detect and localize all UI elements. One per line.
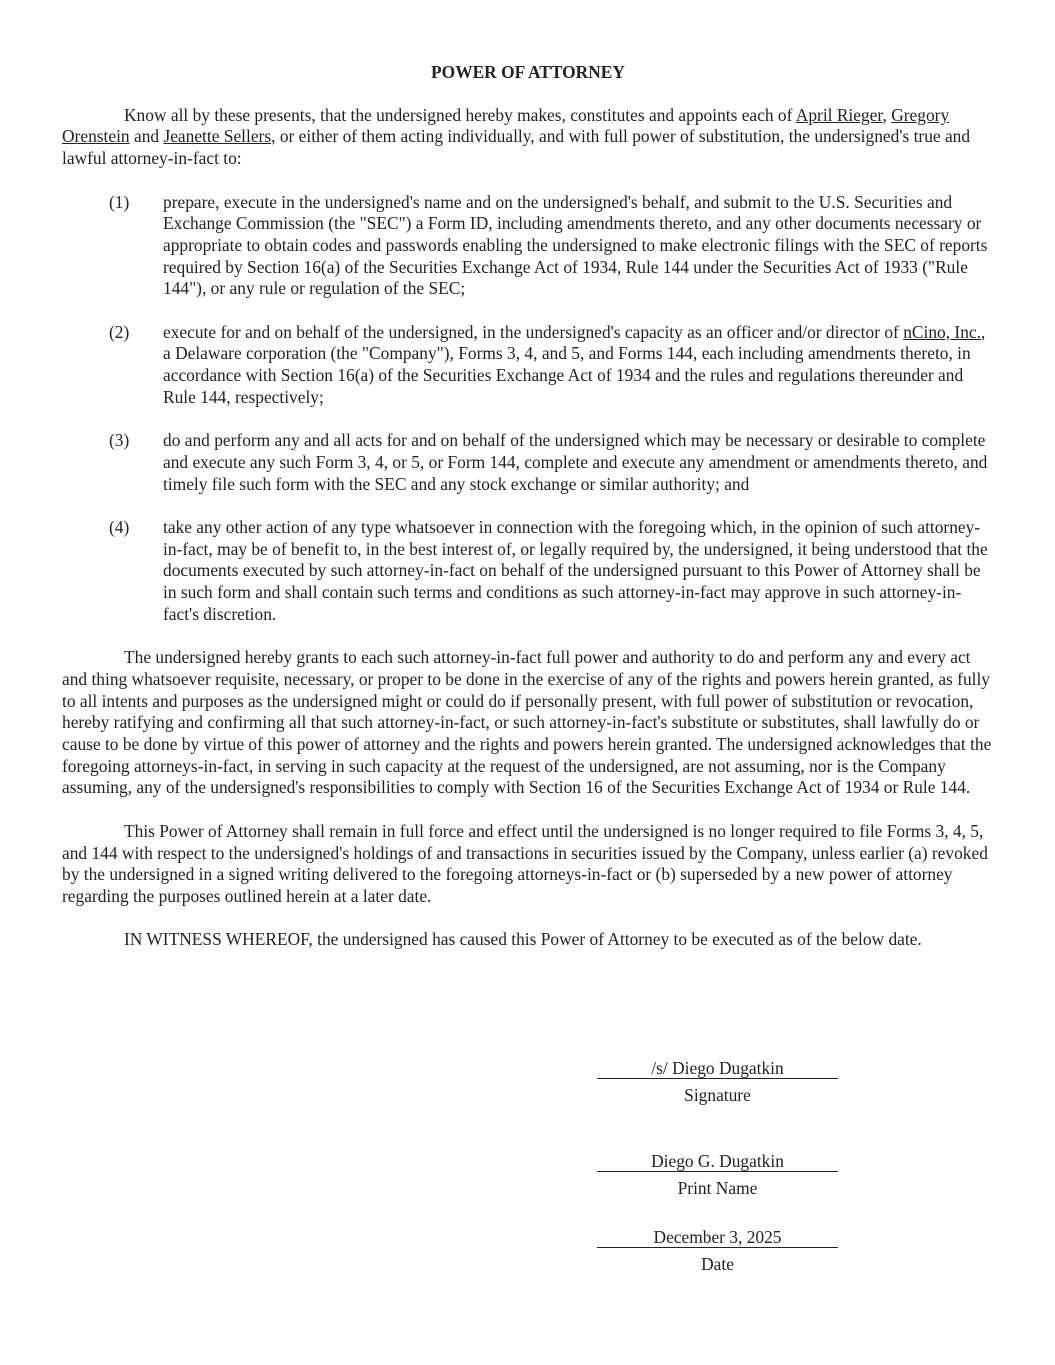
intro-text: , or either of them acting individually, and with full power of substitution, the undersigned's true and lawful attorney-in-fact to: (62, 126, 971, 169)
signature-label: Signature (684, 1085, 751, 1105)
item-text: prepare, execute in the undersigned's name and on the undersigned's behalf, and submit to the U.S. Securities and Exchange Commission (the "SEC") a Form ID, including amendments thereto, and any other documents necessary or appropriate to obtain codes and passwords enabling the undersigned to make electronic filings with the SEC of reports required by Section 16(a) of the Securities Exchange Act of 1934, Rule 144 under the Securities Act of 1933 ("Rule 144"), or any rule or regulation of the SEC; (163, 191, 988, 299)
witness-paragraph: IN WITNESS WHEREOF, the undersigned has caused this Power of Attorney to be executed as of the below date. (124, 929, 922, 950)
document-title: POWER OF ATTORNEY (431, 62, 625, 82)
print-name-block (597, 1151, 838, 1200)
attorney-name: April Rieger (795, 104, 883, 125)
item-text (163, 322, 994, 409)
signature-value: /s/ Diego Dugatkin (597, 1058, 838, 1079)
item-text: do and perform any and all acts for and on behalf of the undersigned which may be necessary or desirable to complete and execute any such Form 3, 4, or 5, or Form 144, complete and execute any amendment or amendments thereto, and timely file such form with the SEC and any stock exchange or similar authority; and (163, 430, 988, 494)
date-label: Date (701, 1254, 734, 1274)
item-text: take any other action of any type whatsoever in connection with the foregoing which, in the opinion of such attorney-in-fact, may be of benefit to, in the best interest of, or legally required by, the undersigned, it being understood that the documents executed by such attorney-in-fact on behalf of the undersigned pursuant to this Power of Attorney shall be in such form and shall contain such terms and conditions as such attorney-in-fact may approve in such attorney-in-fact's discretion. (163, 517, 988, 624)
signature-block (597, 1058, 838, 1107)
company-name: nCino, Inc. (903, 321, 981, 342)
duration-paragraph: This Power of Attorney shall remain in full force and effect until the undersigned is no longer required to file Forms 3, 4, 5, and 144 with respect to the undersigned's holdings of and transactions in securities issued by the Company, unless earlier (a) revoked by the undersigned in a signed writing delivered to the foregoing attorneys-in-fact or (b) superseded by a new power of attorney regarding the purposes outlined herein at a later date. (62, 820, 988, 906)
item-number: (3) (109, 430, 130, 451)
intro-text: , (882, 104, 892, 125)
date-value: December 3, 2025 (597, 1227, 838, 1248)
attorney-name: Jeanette Sellers (163, 126, 272, 147)
item-text-pre: execute for and on behalf of the undersigned, in the undersigned's capacity as an officer and/or director of (163, 321, 904, 342)
list-item (62, 192, 994, 301)
document-page (62, 62, 994, 973)
list-item (62, 517, 994, 626)
list-item (62, 322, 994, 409)
grants-paragraph: The undersigned hereby grants to each such attorney-in-fact full power and authority to do and perform any and every act and thing whatsoever requisite, necessary, or proper to be done in the exercise of any of the rights and powers herein granted, as fully to all intents and purposes as the undersigned might or could do if personally present, with full power of substitution or revocation, hereby ratifying and confirming all that such attorney-in-fact, or such attorney-in-fact's substitute or substitutes, shall lawfully do or cause to be done by virtue of this power of attorney and the rights and powers herein granted. The undersigned acknowledges that the foregoing attorneys-in-fact, in serving in such capacity at the request of the undersigned, are not assuming, nor is the Company assuming, any of the undersigned's responsibilities to comply with Section 16 of the Securities Exchange Act of 1934 or Rule 144. (62, 647, 992, 798)
item-number: (1) (109, 191, 130, 212)
print-name-value: Diego G. Dugatkin (597, 1151, 838, 1172)
print-name-label: Print Name (677, 1178, 758, 1198)
intro-text: and (129, 126, 164, 147)
item-number: (4) (109, 517, 130, 537)
intro-paragraph (62, 105, 994, 170)
intro-text: Know all by these presents, that the undersigned hereby makes, constitutes and appoints each of (124, 104, 796, 125)
attorney-name: Gregory Orenstein (62, 104, 950, 147)
item-number: (2) (109, 321, 130, 342)
item-text-post: , a Delaware corporation (the "Company"), Forms 3, 4, and 5, and Forms 144, each including amendments thereto, in accordance with Section 16(a) of the Securities Exchange Act of 1934 and the rules and regulations thereunder and Rule 144, respectively; (163, 321, 986, 407)
list-item (62, 430, 994, 495)
date-block (597, 1227, 838, 1276)
